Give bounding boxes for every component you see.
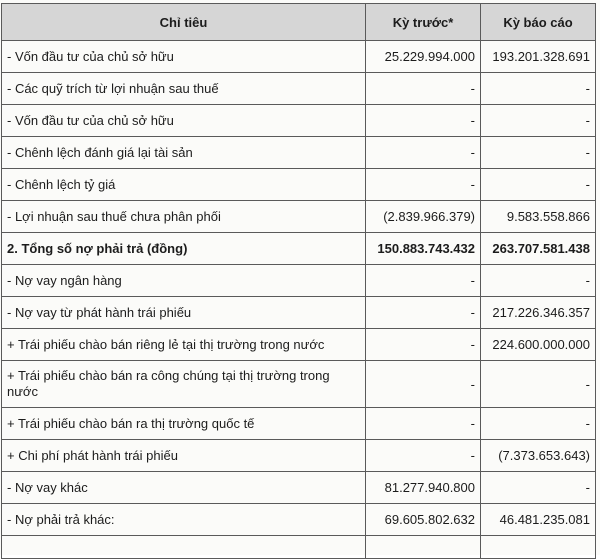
row-reporting-value: 263.707.581.438 [481,233,596,265]
row-label: - Chênh lệch tỷ giá [2,169,366,201]
table-row [2,329,596,361]
row-label: 2. Tổng số nợ phải trả (đồng) [2,233,366,265]
row-label [2,536,366,559]
row-previous-value [366,536,481,559]
header-indicator: Chỉ tiêu [2,4,366,41]
table-row [2,41,596,73]
row-label: - Nợ vay khác [2,472,366,504]
row-reporting-value: - [481,137,596,169]
row-reporting-value: 46.481.235.081 [481,504,596,536]
row-previous-value: - [366,297,481,329]
row-previous-value: 150.883.743.432 [366,233,481,265]
table-row [2,73,596,105]
row-label: - Vốn đầu tư của chủ sở hữu [2,105,366,137]
row-label: + Trái phiếu chào bán ra công chúng tại thị trường trong nước [2,361,366,408]
financial-table [1,3,596,559]
row-reporting-value: - [481,361,596,408]
row-label: - Chênh lệch đánh giá lại tài sản [2,137,366,169]
header-reporting-period: Kỳ báo cáo [481,4,596,41]
row-previous-value: (2.839.966.379) [366,201,481,233]
table-row [2,440,596,472]
row-label: - Nợ vay từ phát hành trái phiếu [2,297,366,329]
row-reporting-value: - [481,408,596,440]
row-reporting-value: 224.600.000.000 [481,329,596,361]
row-reporting-value: - [481,265,596,297]
row-previous-value: 69.605.802.632 [366,504,481,536]
row-previous-value: - [366,73,481,105]
table-row [2,201,596,233]
table-row [2,408,596,440]
table-row [2,233,596,265]
table-row [2,137,596,169]
row-previous-value: - [366,137,481,169]
row-reporting-value: - [481,73,596,105]
row-label: + Chi phí phát hành trái phiếu [2,440,366,472]
table-row [2,169,596,201]
table-row [2,265,596,297]
row-previous-value: - [366,169,481,201]
row-label: - Lợi nhuận sau thuế chưa phân phối [2,201,366,233]
row-reporting-value: - [481,472,596,504]
table-body [2,41,596,559]
row-reporting-value: (7.373.653.643) [481,440,596,472]
row-label: - Vốn đầu tư của chủ sở hữu [2,41,366,73]
row-label: + Trái phiếu chào bán riêng lẻ tại thị trường trong nước [2,329,366,361]
table-row [2,536,596,559]
row-previous-value: - [366,329,481,361]
table-row [2,504,596,536]
table-row [2,105,596,137]
row-previous-value: - [366,265,481,297]
row-reporting-value [481,536,596,559]
row-reporting-value: 9.583.558.866 [481,201,596,233]
table-row [2,472,596,504]
row-previous-value: 81.277.940.800 [366,472,481,504]
header-previous-period: Kỳ trước* [366,4,481,41]
row-previous-value: - [366,361,481,408]
row-label: - Các quỹ trích từ lợi nhuận sau thuế [2,73,366,105]
header-row [2,4,596,41]
row-reporting-value: 217.226.346.357 [481,297,596,329]
row-label: - Nợ phải trả khác: [2,504,366,536]
table-header [2,4,596,41]
row-reporting-value: - [481,105,596,137]
row-label: + Trái phiếu chào bán ra thị trường quốc tế [2,408,366,440]
row-reporting-value: - [481,169,596,201]
row-reporting-value: 193.201.328.691 [481,41,596,73]
row-previous-value: 25.229.994.000 [366,41,481,73]
table-row [2,297,596,329]
row-previous-value: - [366,408,481,440]
row-label: - Nợ vay ngân hàng [2,265,366,297]
table-row [2,361,596,408]
row-previous-value: - [366,105,481,137]
row-previous-value: - [366,440,481,472]
